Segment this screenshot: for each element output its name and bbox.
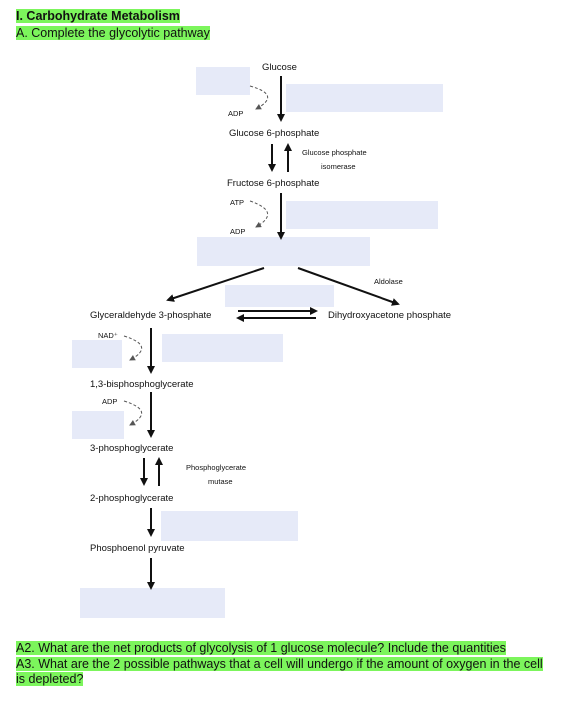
section-subtitle: A. Complete the glycolytic pathway	[16, 26, 210, 40]
question-a2: A2. What are the net products of glycolysis of 1 glucose molecule? Include the quantities	[16, 641, 506, 655]
question-a3: A3. What are the 2 possible pathways that a cell will undergo if the amount of oxygen in the cell is depleted?	[16, 657, 543, 686]
aldolase-label: Aldolase	[374, 277, 403, 286]
f6p-label: Fructose 6-phosphate	[227, 178, 320, 189]
dhap-label: Dihydroxyacetone phosphate	[328, 310, 452, 321]
gpi-enzyme-label-1: Glucose phosphate	[302, 148, 367, 157]
pg2-label: 2-phosphoglycerate	[90, 493, 174, 504]
pep-label: Phosphoenol pyruvate	[90, 543, 185, 554]
adp-label-3: ADP	[102, 397, 118, 406]
gpi-enzyme-label-2: isomerase	[321, 162, 356, 171]
g6p-label: Glucose 6-phosphate	[229, 128, 320, 139]
bpg-label: 1,3-bisphosphoglycerate	[90, 379, 194, 390]
adp-label-1: ADP	[228, 109, 244, 118]
g3p-label: Glyceraldehyde 3-phosphate	[90, 310, 212, 321]
adp-label-2: ADP	[230, 227, 246, 236]
pgm-enzyme-label-1: Phosphoglycerate	[186, 463, 247, 472]
pg3-label: 3-phosphoglycerate	[90, 443, 174, 454]
nad-label: NAD⁺	[98, 331, 118, 340]
section-title: I. Carbohydrate Metabolism	[16, 9, 180, 23]
atp-label-1: ATP	[230, 198, 245, 207]
pgm-enzyme-label-2: mutase	[208, 477, 233, 486]
glucose-label: Glucose	[262, 62, 297, 73]
